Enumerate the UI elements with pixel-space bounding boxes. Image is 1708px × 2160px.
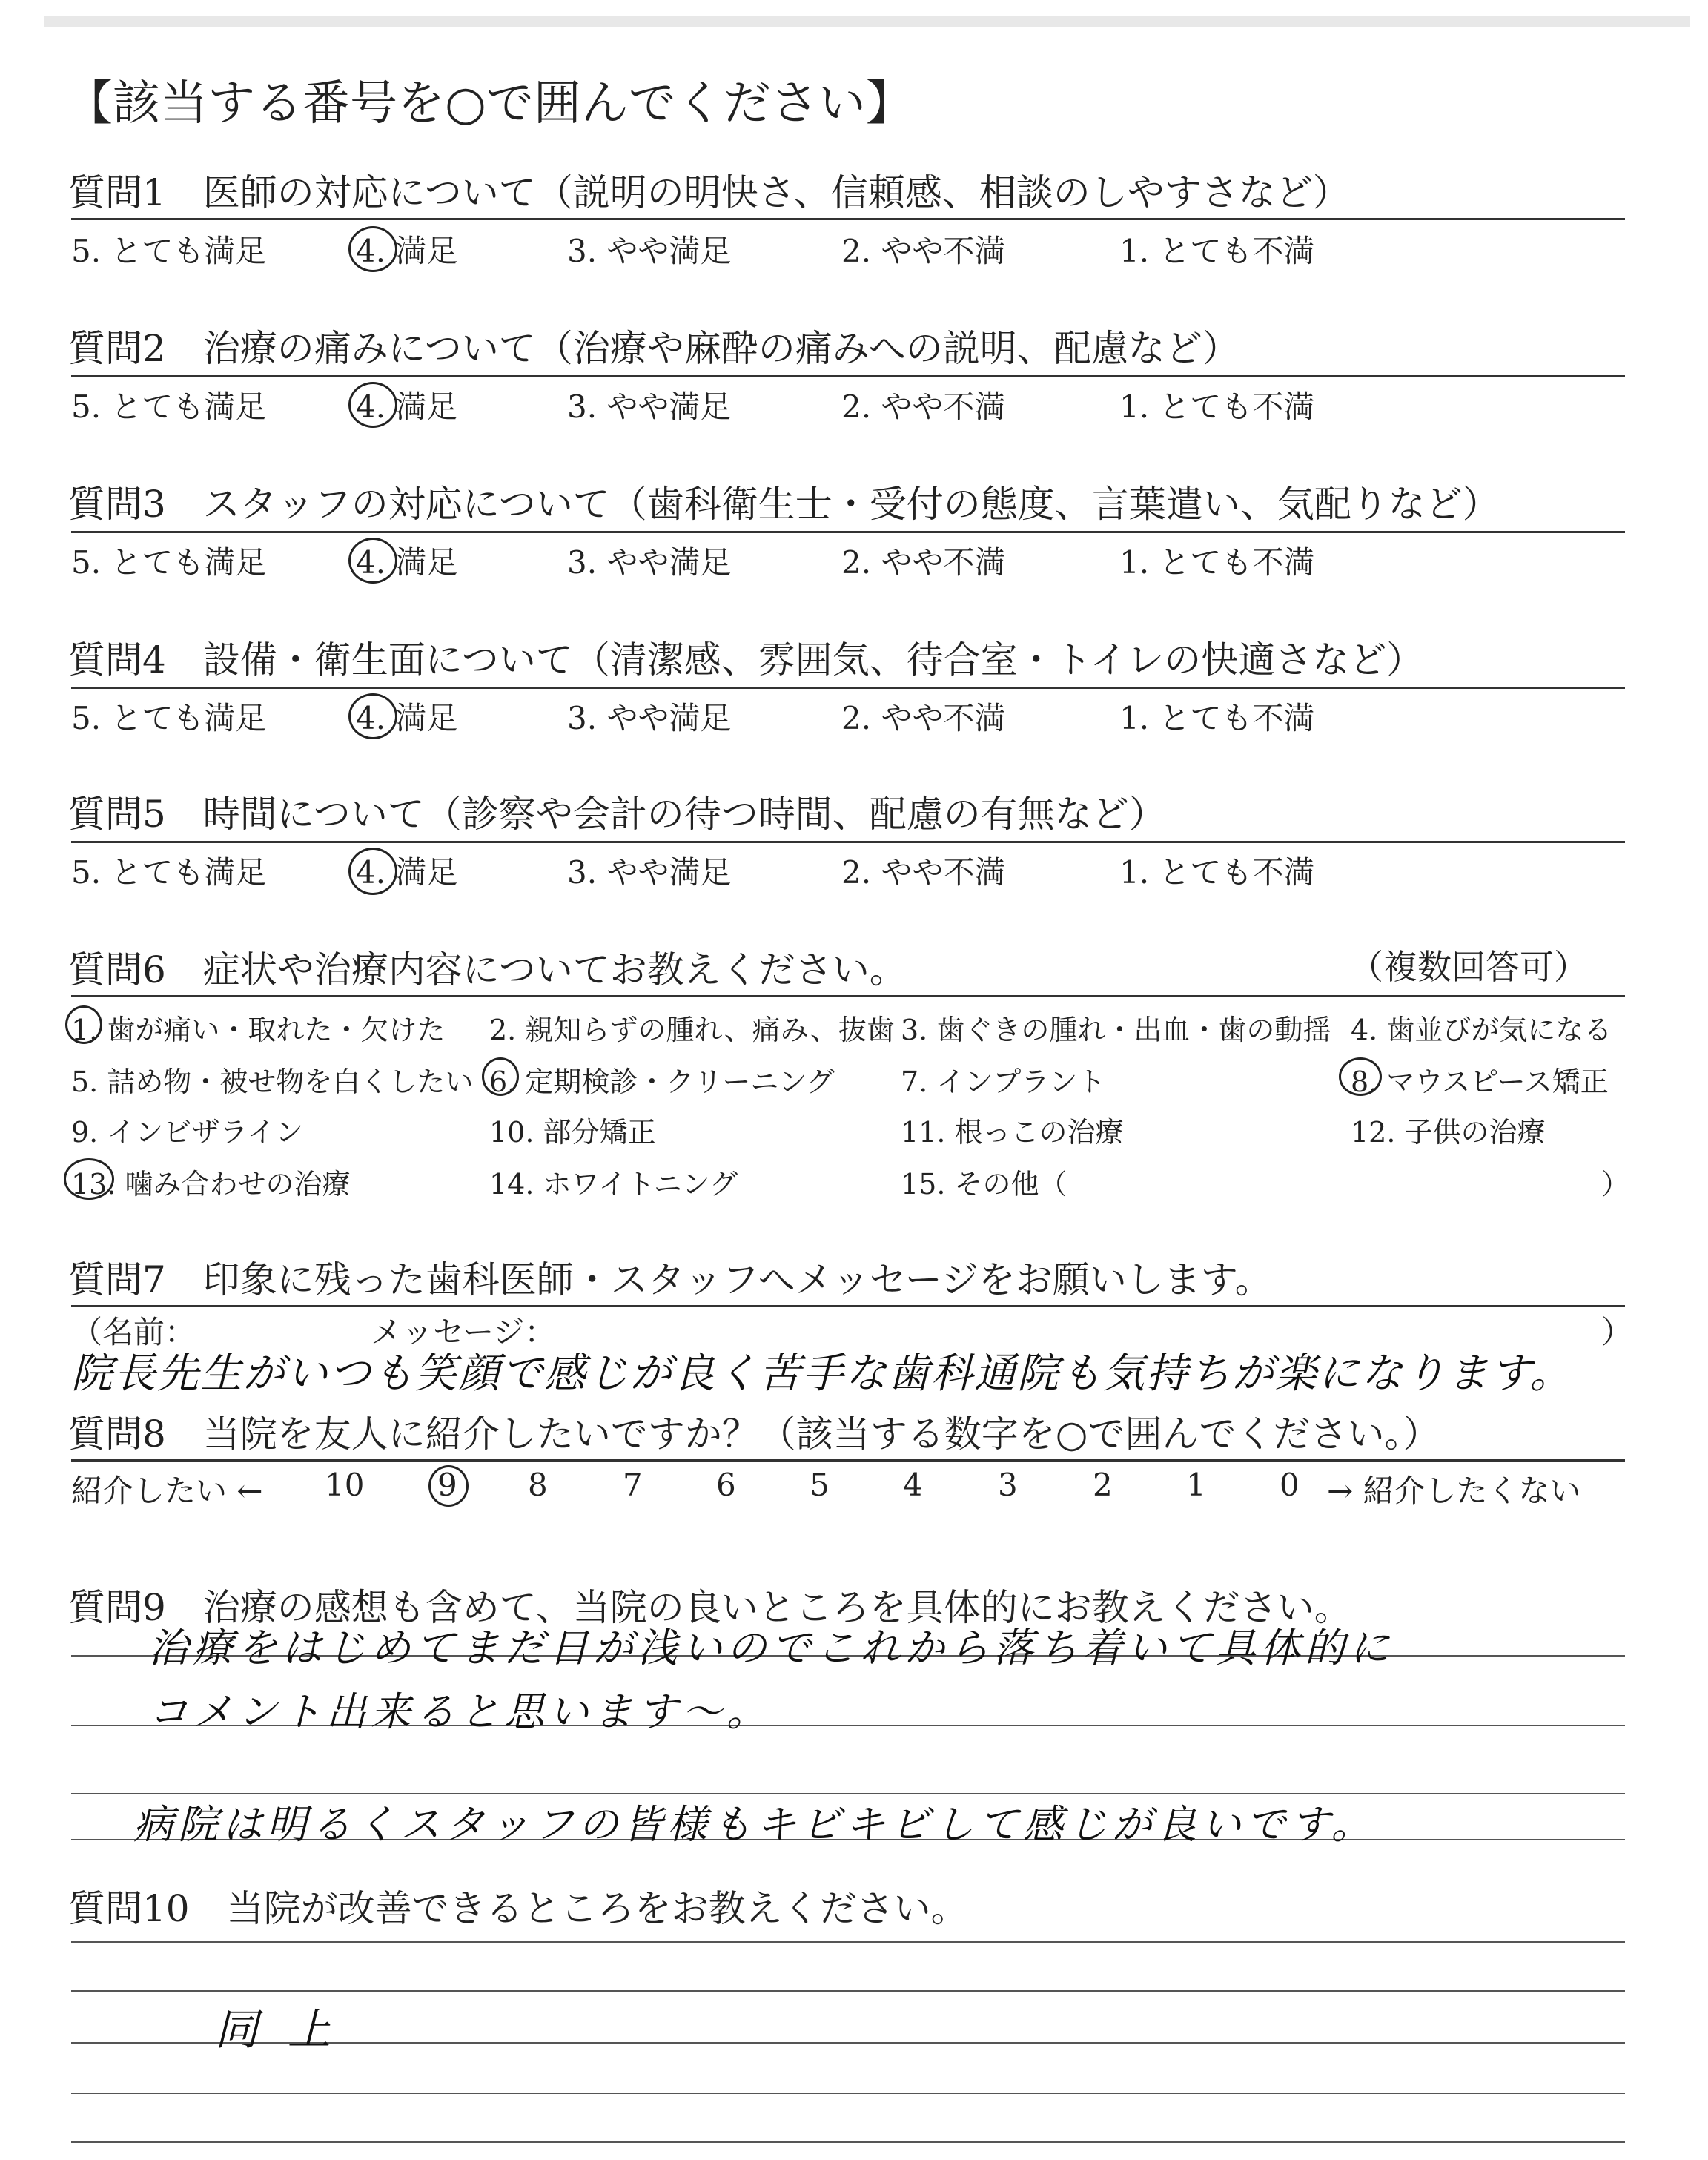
question-6-note: （複数回答可） — [1349, 947, 1588, 987]
q6-choice-13-circle — [64, 1158, 114, 1200]
q6-choice-1-circle — [65, 1005, 102, 1044]
q6-choice-13[interactable]: 13. 噛み合わせの治療 — [71, 1168, 351, 1200]
q2-selected-circle — [348, 382, 397, 428]
q10-writing-line-1 — [71, 1941, 1625, 1943]
question-5-rule — [71, 841, 1625, 843]
q4-option-1[interactable]: 1. とても不満 — [1119, 700, 1315, 736]
q1-option-1[interactable]: 1. とても不満 — [1119, 233, 1315, 269]
q6-choice-3[interactable]: 3. 歯ぐきの腫れ・出血・歯の動揺 — [901, 1014, 1331, 1046]
q10-handwritten: 同上 — [215, 2004, 361, 2055]
q6-choice-15-close: ） — [1601, 1168, 1630, 1200]
q8-scale-6[interactable]: 6 — [716, 1467, 736, 1503]
question-9-title: 質問9 治療の感想も含めて、当院の良いところを具体的にお教えください。 — [68, 1586, 1351, 1629]
q6-choice-7[interactable]: 7. インプラント — [901, 1066, 1106, 1098]
q7-message-label: メッセージ： — [371, 1314, 556, 1350]
q8-scale-1[interactable]: 1 — [1186, 1467, 1206, 1503]
q3-selected-circle — [348, 538, 397, 584]
q8-right-label: → 紹介したくない — [1327, 1473, 1581, 1509]
question-8-rule — [71, 1459, 1625, 1462]
question-2-rule — [71, 375, 1625, 377]
q2-option-4[interactable]: 4. 満足 — [356, 389, 458, 425]
q7-name-label: （名前： — [71, 1314, 196, 1350]
question-3-rule — [71, 531, 1625, 533]
q6-choice-14[interactable]: 14. ホワイトニング — [489, 1168, 738, 1200]
q6-choice-2[interactable]: 2. 親知らずの腫れ、痛み、抜歯 — [489, 1014, 895, 1046]
q10-writing-line-4 — [71, 2093, 1625, 2094]
question-5-title: 質問5 時間について（診察や会計の待つ時間、配慮の有無など） — [68, 793, 1166, 836]
q3-option-1[interactable]: 1. とても不満 — [1119, 544, 1315, 581]
q2-option-5[interactable]: 5. とても満足 — [71, 389, 267, 425]
q6-choice-8-circle — [1339, 1057, 1382, 1096]
q9-handwritten-line-2: コメント出来ると思います〜。 — [148, 1688, 771, 1735]
q8-scale-0[interactable]: 0 — [1280, 1467, 1300, 1503]
question-10-title: 質問10 当院が改善できるところをお教えください。 — [68, 1887, 968, 1930]
q7-close-paren: ） — [1601, 1314, 1633, 1350]
question-2-title: 質問2 治療の痛みについて（治療や麻酔の痛みへの説明、配慮など） — [68, 327, 1239, 370]
q6-choice-10[interactable]: 10. 部分矯正 — [489, 1116, 656, 1149]
question-4-title: 質問4 設備・衛生面について（清潔感、雰囲気、待合室・トイレの快適さなど） — [68, 638, 1424, 681]
q1-selected-circle — [348, 226, 397, 272]
q7-handwritten-message: 院長先生がいつも笑顔で感じが良く苦手な歯科通院も気持ちが楽になります。 — [71, 1350, 1573, 1398]
q1-option-4[interactable]: 4. 満足 — [356, 233, 458, 269]
q6-choice-5[interactable]: 5. 詰め物・被せ物を白くしたい — [71, 1066, 474, 1098]
q9-handwritten-line-1: 治療をはじめてまだ日が浅いのでこれから落ち着いて具体的に — [148, 1625, 1394, 1671]
q8-scale-9[interactable]: 9 — [437, 1467, 457, 1503]
question-4-rule — [71, 687, 1625, 689]
q5-option-1[interactable]: 1. とても不満 — [1119, 854, 1315, 891]
q5-option-5[interactable]: 5. とても満足 — [71, 854, 267, 891]
q8-scale-2[interactable]: 2 — [1093, 1467, 1113, 1503]
question-6-title: 質問6 症状や治療内容についてお教えください。 — [68, 948, 907, 991]
q4-option-3[interactable]: 3. やや満足 — [567, 700, 732, 736]
q8-selected-circle — [428, 1465, 469, 1507]
q6-choice-8[interactable]: 8. マウスピース矯正 — [1351, 1066, 1609, 1098]
q1-option-5[interactable]: 5. とても満足 — [71, 233, 267, 269]
q5-selected-circle — [348, 848, 397, 895]
q8-scale-8[interactable]: 8 — [528, 1467, 548, 1503]
q2-option-3[interactable]: 3. やや満足 — [567, 389, 732, 425]
question-1-title: 質問1 医師の対応について（説明の明快さ、信頼感、相談のしやすさなど） — [68, 171, 1350, 214]
q8-scale-5[interactable]: 5 — [810, 1467, 830, 1503]
q6-choice-4[interactable]: 4. 歯並びが気になる — [1351, 1014, 1612, 1046]
q4-option-4[interactable]: 4. 満足 — [356, 700, 458, 736]
q2-option-1[interactable]: 1. とても不満 — [1119, 389, 1315, 425]
q8-scale-4[interactable]: 4 — [903, 1467, 923, 1503]
q2-option-2[interactable]: 2. やや不満 — [841, 389, 1006, 425]
q8-scale-7[interactable]: 7 — [623, 1467, 643, 1503]
q1-option-2[interactable]: 2. やや不満 — [841, 233, 1006, 269]
q6-choice-6-circle — [482, 1057, 519, 1096]
question-7-title: 質問7 印象に残った歯科医師・スタッフへメッセージをお願いします。 — [68, 1258, 1272, 1301]
q5-option-2[interactable]: 2. やや不満 — [841, 854, 1006, 891]
question-7-rule — [71, 1305, 1625, 1307]
scan-edge — [44, 16, 1690, 27]
q6-choice-9[interactable]: 9. インビザライン — [71, 1116, 304, 1149]
question-3-title: 質問3 スタッフの対応について（歯科衛生士・受付の態度、言葉遣い、気配りなど） — [68, 483, 1500, 526]
q4-option-2[interactable]: 2. やや不満 — [841, 700, 1006, 736]
q6-choice-1[interactable]: 1. 歯が痛い・取れた・欠けた — [71, 1014, 446, 1046]
q6-choice-6[interactable]: 6. 定期検診・クリーニング — [489, 1066, 835, 1098]
q6-choice-12[interactable]: 12. 子供の治療 — [1351, 1116, 1546, 1149]
q3-option-5[interactable]: 5. とても満足 — [71, 544, 267, 581]
q3-option-4[interactable]: 4. 満足 — [356, 544, 458, 581]
question-8-title: 質問8 当院を友人に紹介したいですか？（該当する数字を○で囲んでください。） — [68, 1413, 1440, 1456]
q8-scale-3[interactable]: 3 — [998, 1467, 1018, 1503]
q10-writing-line-2 — [71, 1990, 1625, 1992]
q6-choice-11[interactable]: 11. 根っこの治療 — [901, 1116, 1124, 1149]
q8-left-label: 紹介したい ← — [71, 1473, 263, 1509]
q10-writing-line-5 — [71, 2141, 1625, 2143]
q1-option-3[interactable]: 3. やや満足 — [567, 233, 732, 269]
q8-scale-10[interactable]: 10 — [325, 1467, 365, 1503]
q3-option-2[interactable]: 2. やや不満 — [841, 544, 1006, 581]
q9-handwritten-line-3: 病院は明るくスタッフの皆様もキビキビして感じが良いです。 — [133, 1801, 1376, 1848]
q6-choice-15[interactable]: 15. その他（ — [901, 1168, 1068, 1200]
q5-option-4[interactable]: 4. 満足 — [356, 854, 458, 891]
question-1-rule — [71, 218, 1625, 220]
q4-selected-circle — [348, 693, 397, 739]
q3-option-3[interactable]: 3. やや満足 — [567, 544, 732, 581]
form-header: 【該当する番号を○で囲んでください】 — [65, 76, 913, 131]
q4-option-5[interactable]: 5. とても満足 — [71, 700, 267, 736]
q5-option-3[interactable]: 3. やや満足 — [567, 854, 732, 891]
question-6-rule — [71, 995, 1625, 997]
